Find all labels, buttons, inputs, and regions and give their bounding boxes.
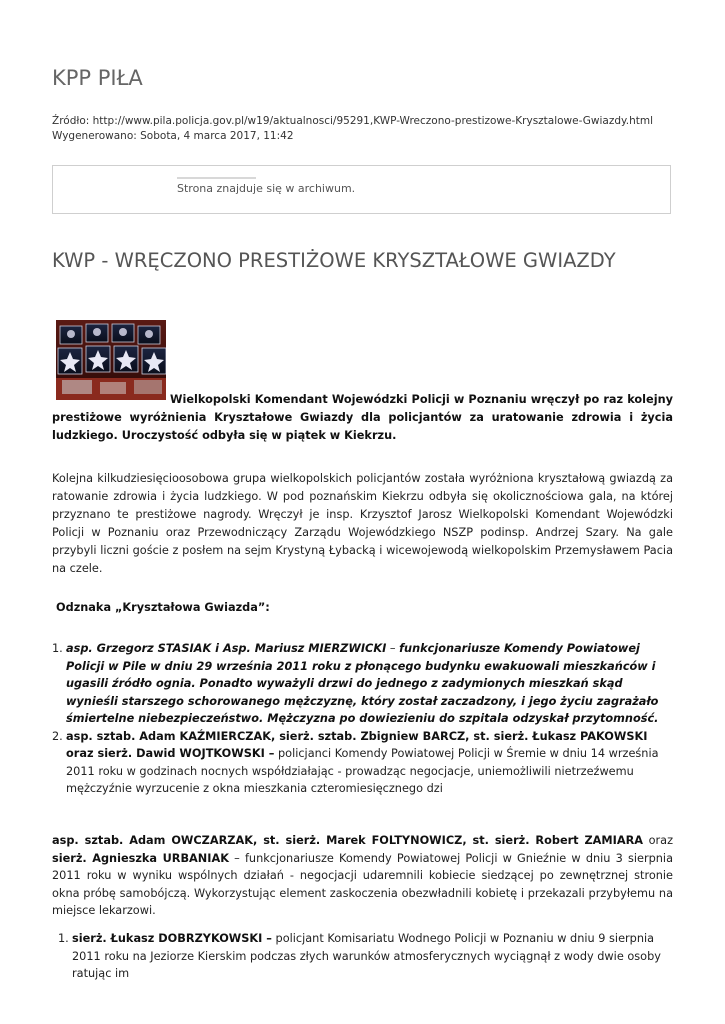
- award-description: policjant Komisariatu Wodnego Policji w Poznaniu w dniu 9 sierpnia 2011 roku na Jeziorze Kierskim podczas złych warunków atmosferycznych wyciągnął z wody dwie osoby ratując im: [72, 932, 661, 980]
- source-url-line: Źródło: http://www.pila.policja.gov.pl/w19/aktualnosci/95291,KWP-Wreczono-prestizowe-Krysztalowe-Gwiazdy.html: [52, 115, 654, 127]
- article-title: KWP - WRĘCZONO PRESTIŻOWE KRYSZTAŁOWE GWIAZDY: [52, 249, 616, 272]
- list-item: [52, 728, 673, 798]
- section-heading: Odznaka „Kryształowa Gwiazda”:: [56, 601, 270, 614]
- award-description: policjanci Komendy Powiatowej Policji w Śremie w dniu 14 września 2011 roku w godzinach nocnych współdziałając - prowadząc negocjacje, uniemożliwili nietrzeźwemu mężczyźnie wyrzucenie z okna mieszkania czteromiesięcznego dzi: [66, 747, 659, 795]
- crystal-star-awards-image: [56, 320, 166, 400]
- awardee-name: st. sierż. Marek FOLTYNOWICZ: [263, 834, 463, 847]
- separator: ,: [462, 834, 473, 847]
- list-number: 1.: [52, 642, 63, 655]
- site-title: KPP PIŁA: [52, 66, 143, 90]
- awardee-name: st. sierż. Robert ZAMIARA: [472, 834, 644, 847]
- lead-text: Wielkopolski Komendant Wojewódzki Policji w Poznaniu wręczył po raz kolejny prestiżowe wyróżnienia Kryształowe Gwiazdy dla policjantów za uratowanie zdrowia i życia ludzkiego. Uroczystość odbyła się w piątek w Kiekrzu.: [52, 393, 673, 442]
- awardee-name: asp. sztab. Adam OWCZARZAK: [52, 834, 253, 847]
- generated-date-line: Wygenerowano: Sobota, 4 marca 2017, 11:42: [52, 130, 294, 142]
- award-list: [52, 930, 673, 983]
- awardee-names: sierż. Łukasz DOBRZYKOWSKI –: [72, 932, 272, 945]
- archive-notice-text: Strona znajduje się w archiwum.: [177, 182, 356, 195]
- awardee-names: asp. sztab. Adam KAŹMIERCZAK, sierż. sztab. Zbigniew BARCZ, st. sierż. Łukasz PAKOWSKI oraz sierż. Dawid WOJTKOWSKI –: [66, 729, 648, 760]
- award-description: funkcjonariusze Komendy Powiatowej Policji w Pile w dniu 29 września 2011 roku z płonącego budynku ewakuowali mieszkańców i ugasili źródło ognia. Ponadto wyważyli drzwi do jednego z zadymionych mieszkań skąd wynieśli starszego schorowanego mężczyznę, który został zaczadzony, i jego życiu zagrażało śmiertelne niebezpieczeństwo. Mężczyzna po dowiezieniu do szpitala odzyskał przytomność.: [66, 642, 659, 725]
- document-meta: [52, 114, 653, 144]
- article-paragraph-awardees: [52, 832, 673, 920]
- list-item: [52, 640, 673, 728]
- awardee-name: sierż. Agnieszka URBANIAK: [52, 851, 229, 865]
- award-list: [52, 640, 673, 798]
- list-number: 1.: [58, 932, 69, 945]
- separator: ,: [253, 834, 264, 847]
- archive-divider: [177, 177, 256, 179]
- archive-notice-box: [52, 165, 671, 214]
- article-photo: [56, 320, 166, 400]
- award-description: – funkcjonariusze Komendy Powiatowej Policji w Gnieźnie w dniu 3 sierpnia 2011 roku w wyniku wspólnych działań - negocjacji udaremnili kobiecie siedzącej po zewnętrznej stronie okna próbę samobójczą. Wykorzystując element zaskoczenia obezwładnili kobietę i przekazali przybyłemu na miejsce lekarzowi.: [52, 851, 673, 917]
- dash: –: [386, 642, 400, 655]
- article-lead: [52, 391, 673, 445]
- list-number: 2.: [52, 729, 63, 743]
- article-paragraph: Kolejna kilkudziesięcioosobowa grupa wielkopolskich policjantów została wyróżniona kryształową gwiazdą za ratowanie zdrowia i życia ludzkiego. W pod poznańskim Kiekrzu odbyła się okolicznościowa gala, na której przyznano te prestiżowe nagrody. Wręczył je insp. Krzysztof Jarosz Wielkopolski Komendant Wojewódzki Policji w Poznaniu oraz Przewodniczący Zarządu Wojewódzkiego NSZP podinsp. Andrzej Szary. Na gale przybyli liczni goście z posłem na sejm Krystyną Łybacką i wicewojewodą wielkopolskim Przemysławem Pacia na czele.: [52, 472, 673, 575]
- list-item: [52, 930, 673, 983]
- awardee-names: asp. Grzegorz STASIAK i Asp. Mariusz MIERZWICKI: [66, 642, 387, 655]
- separator: oraz: [643, 834, 674, 847]
